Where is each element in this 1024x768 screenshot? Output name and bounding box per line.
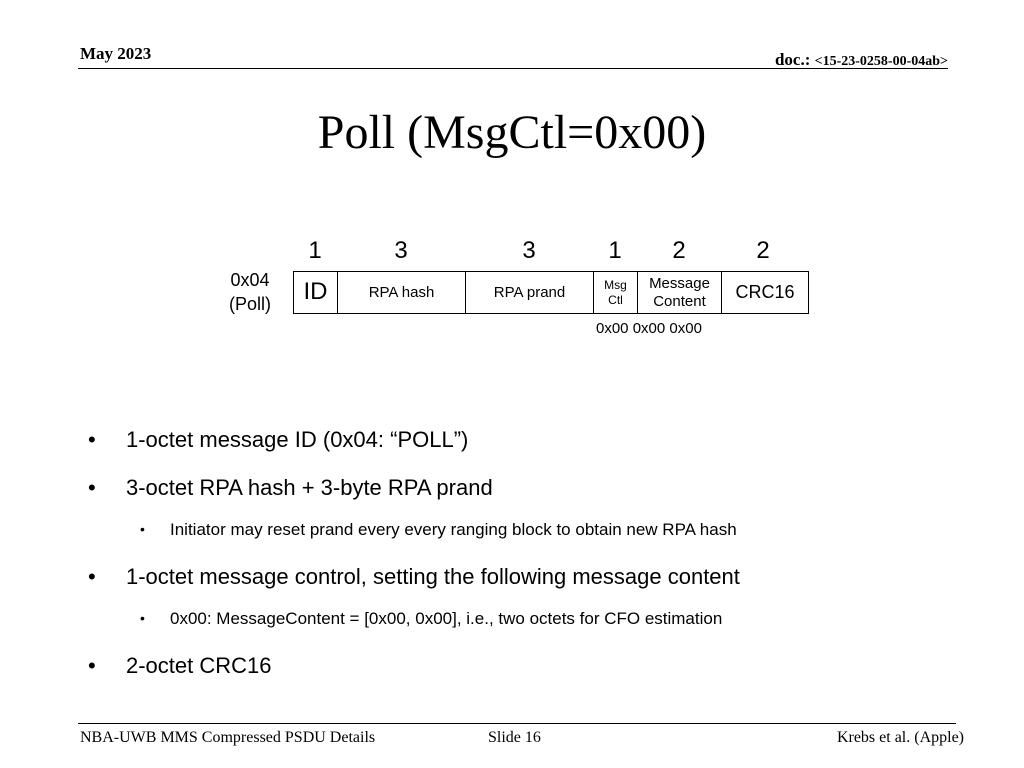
bullet-text: 2-octet CRC16 <box>126 653 272 678</box>
bullet-glyph: • <box>88 564 96 589</box>
footer-divider <box>78 723 956 724</box>
bullet-text: 1-octet message control, setting the following message content <box>126 564 740 589</box>
sub-bullet-text: 0x00: MessageContent = [0x00, 0x00], i.e., two octets for CFO estimation <box>170 609 723 628</box>
field-id: ID <box>294 272 338 313</box>
field-msg-ctl-line1: Msg <box>604 278 627 293</box>
field-rpa-hash: RPA hash <box>338 272 466 313</box>
bullet-glyph: • <box>140 521 145 537</box>
bullet-text: 1-octet message ID (0x04: “POLL”) <box>126 427 469 452</box>
field-crc16: CRC16 <box>735 281 795 302</box>
bullet-glyph: • <box>88 653 96 678</box>
octet-count-msg-ctl: 1 <box>608 237 622 264</box>
bullet-glyph: • <box>88 475 96 500</box>
octet-count-id: 1 <box>308 237 322 264</box>
bullet-glyph: • <box>140 610 145 626</box>
header-date: May 2023 <box>80 44 152 63</box>
field-message-content-line2: Content <box>653 292 706 310</box>
field-message-content <box>638 272 722 313</box>
footer-slide-number: Slide 16 <box>488 729 541 746</box>
bullet-text: 3-octet RPA hash + 3-byte RPA prand <box>126 475 493 500</box>
field-msg-ctl-line2: Ctl <box>608 292 623 307</box>
field-message-content-line1: Message <box>649 274 710 292</box>
octet-count-message-content: 2 <box>672 237 686 264</box>
frame-type-code: 0x04 <box>230 270 270 290</box>
doc-number: <15-23-0258-00-04ab> <box>814 54 948 69</box>
octet-count-crc16: 2 <box>756 237 770 264</box>
doc-label: doc.: <box>774 50 815 69</box>
frame-field-values: 0x00 0x00 0x00 <box>596 320 702 337</box>
sub-bullet-text: Initiator may reset prand every every ranging block to obtain new RPA hash <box>170 520 737 539</box>
slide-title: Poll (MsgCtl=0x00) <box>317 106 707 159</box>
bullet-glyph: • <box>88 427 96 452</box>
field-rpa-prand: RPA prand <box>466 272 594 313</box>
octet-count-rpa-prand: 3 <box>522 237 536 264</box>
frame-format-diagram <box>293 271 809 314</box>
footer-presentation-title: NBA-UWB MMS Compressed PSDU Details <box>80 729 376 746</box>
field-msg-ctl <box>594 272 638 313</box>
header-divider <box>78 68 948 69</box>
header-doc-id <box>775 50 948 70</box>
octet-count-rpa-hash: 3 <box>394 237 408 264</box>
footer-authors: Krebs et al. (Apple) <box>836 729 964 746</box>
frame-type-name: (Poll) <box>229 294 272 315</box>
frame-type-label <box>229 268 271 317</box>
